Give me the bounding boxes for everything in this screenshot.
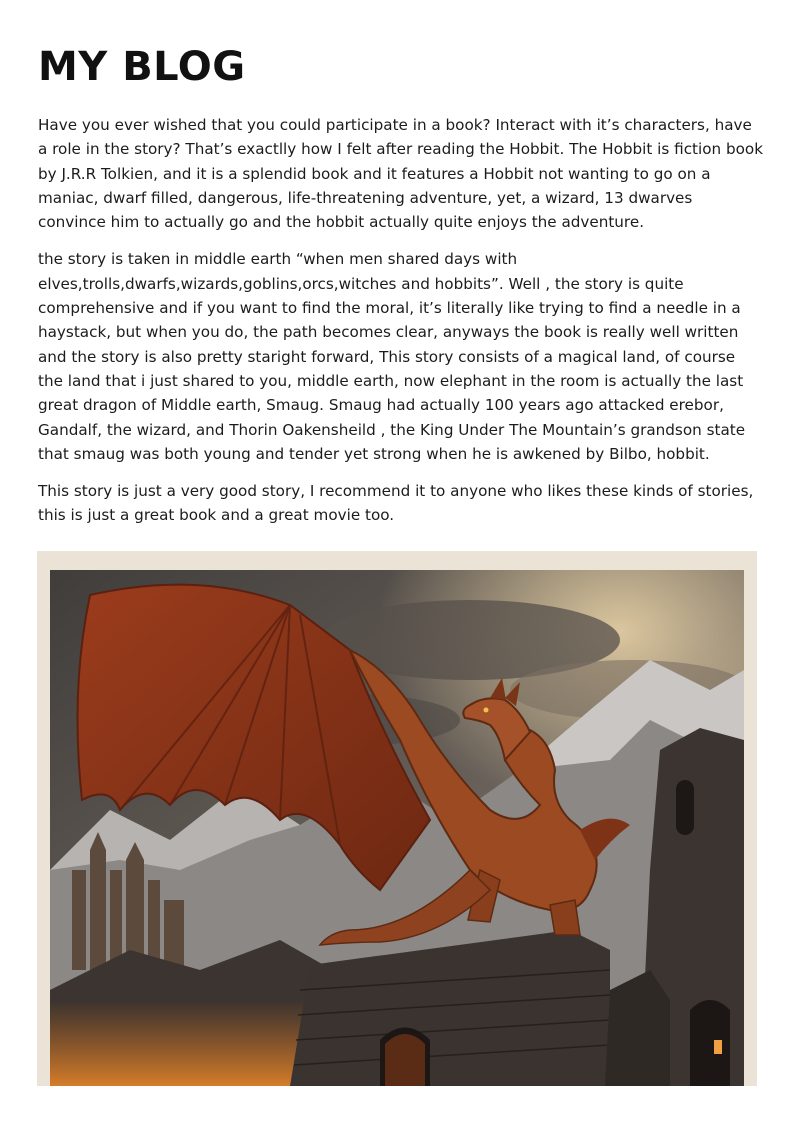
- page-title: MY BLOG: [38, 44, 246, 90]
- dragon-illustration-frame: [37, 551, 757, 1086]
- paragraph-recommendation: This story is just a very good story, I recommend it to anyone who likes these kinds of stories, this is just a great book and a great movie too.: [38, 482, 754, 525]
- paragraph-intro: Have you ever wished that you could participate in a book? Interact with it’s characters, have a role in the story? That’s exactlly how I felt after reading the Hobbit. The Hobbit is fiction book by J.R.R Tolkien, and it is a splendid book and it features a Hobbit not wanting to go on a maniac, dwarf filled, dangerous, life-threatening adventure, yet, a wizard, 13 dwarves convince him to actually go and the hobbit actually quite enjoys the adventure.: [38, 116, 763, 232]
- paragraph-story: the story is taken in middle earth “when men shared days with elves,trolls,dwarfs,wizards,goblins,orcs,witches and hobbits”. Well , the story is quite comprehensive and if you want to find the moral, it’s literally like trying to find a needle in a haystack, but when you do, the path becomes clear, anyways the book is really well written and the story is also pretty staright forward, This story consists of a magical land, of course the land that i just shared to you, middle earth, now elephant in the room is actually the last great dragon of Middle earth, Smaug. Smaug had actually 100 years ago attacked erebor, Gandalf, the wizard, and Thorin Oakensheild , the King Under The Mountain’s grandson state that smaug was both young and tender yet strong when he is awkened by Bilbo, hobbit.: [38, 250, 746, 463]
- dragon-illustration: [50, 570, 744, 1086]
- article-body: [38, 113, 764, 541]
